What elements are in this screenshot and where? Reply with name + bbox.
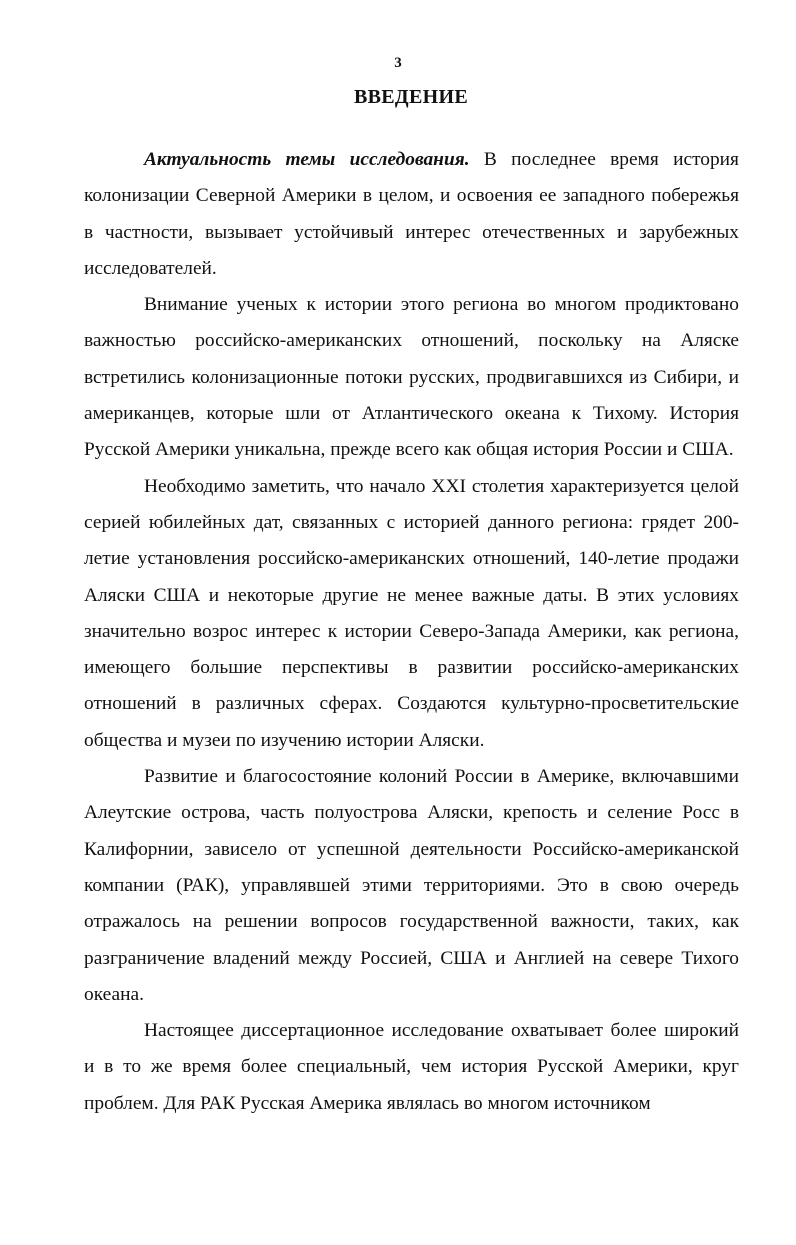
page-number: 3 <box>394 55 402 71</box>
section-heading: ВВЕДЕНИЕ <box>354 86 468 108</box>
paragraph-lead-term: Актуальность темы исследования <box>144 149 465 170</box>
paragraph-relevance <box>84 142 739 287</box>
paragraph-colonies: Развитие и благосостояние колоний России в Америке, включавшими Алеутские острова, часть полуострова Аляски, крепость и селение Росс в Калифорнии, зависело от успешной деятельности Российско-американской компании (РАК), управлявшей этими территориями. Это в свою очередь отражалось на решении вопросов государственной важности, таких, как разграничение владений между Россией, США и Англией на севере Тихого океана. <box>84 766 739 1005</box>
paragraph-attention: Внимание ученых к истории этого региона во многом продиктовано важностью российско-американских отношений, поскольку на Аляске встретились колонизационные потоки русских, продвигавшихся из Сибири, и американцев, которые шли от Атлантического океана к Тихому. История Русской Америки уникальна, прежде всего как общая история России и США. <box>84 294 739 461</box>
paragraph-lead-punct: . <box>464 149 470 170</box>
paragraph-text: В последнее время история колонизации Северной Америки в целом, и освоения ее западного побережья в частности, вызывает устойчивый интерес отечественных и зарубежных исследователей. <box>84 149 739 279</box>
paragraph-anniversaries: Необходимо заметить, что начало XXI столетия характеризуется целой серией юбилейных дат, связанных с историей данного региона: грядет 200-летие установления российско-американских отношений, 140-летие продажи Аляски США и некоторые другие не менее важные даты. В этих условиях значительно возрос интерес к истории Северо-Запада Америки, как региона, имеющего большие перспективы в развитии российско-американских отношений в различных сферах. Создаются культурно-просветительские общества и музеи по изучению истории Аляски. <box>84 475 739 751</box>
body-text <box>84 142 739 1122</box>
paragraph-scope: Настоящее диссертационное исследование охватывает более широкий и в то же время более специальный, чем история Русской Америки, круг проблем. Для РАК Русская Америка являлась во многом источником <box>84 1020 739 1114</box>
